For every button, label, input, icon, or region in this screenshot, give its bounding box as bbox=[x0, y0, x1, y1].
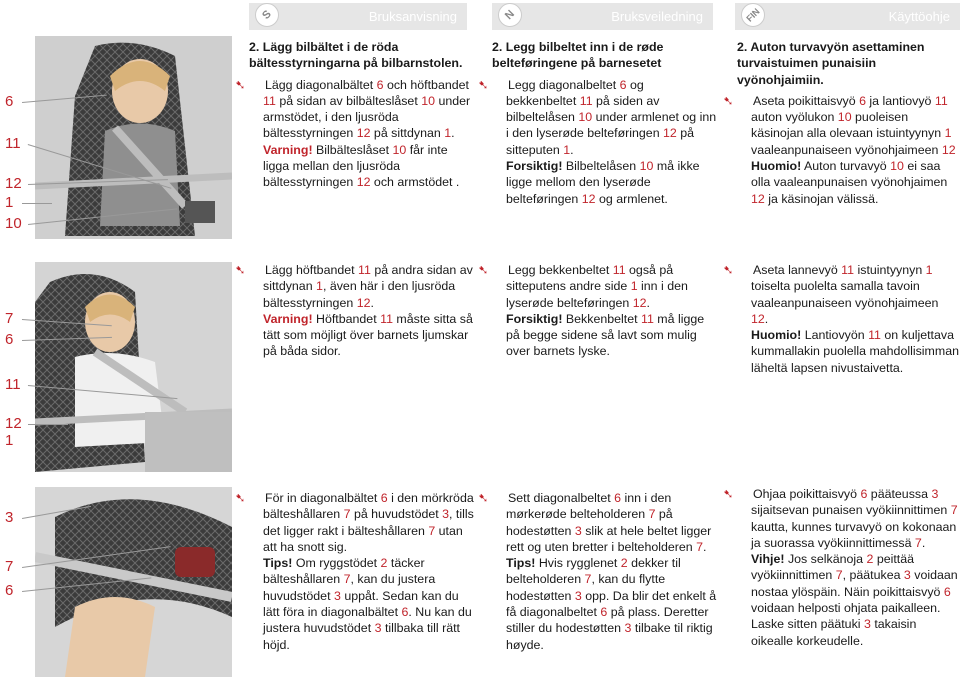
callout-number: 7 bbox=[5, 310, 14, 327]
tip-label: Tips! bbox=[263, 556, 293, 571]
header-fi bbox=[735, 3, 960, 30]
instruction-paragraph: ➷ Lägg höftbandet 11 på andra sidan av sittdynan 1, även här i den ljusröda bältesstyrningen 12. Varning! Höftbandet 11 måste sitta så tätt som möjligt över barnets ljumskar på båda sidor. bbox=[235, 263, 473, 359]
callout-number: 11 bbox=[5, 135, 21, 152]
leader-line bbox=[22, 203, 52, 204]
callout-number: 12 bbox=[5, 415, 22, 432]
callout-number: 3 bbox=[5, 509, 14, 526]
text-fi-row1 bbox=[723, 39, 959, 207]
callout-number: 10 bbox=[5, 215, 22, 232]
arrow-icon: ➷ bbox=[723, 93, 734, 108]
arrow-icon: ➷ bbox=[723, 263, 734, 277]
lang-badge-no: N bbox=[493, 0, 527, 32]
arrow-icon: ➷ bbox=[478, 77, 489, 92]
header-sv bbox=[249, 3, 467, 30]
section-heading: 2. Auton turvavyön asettaminen turvaistuimen punaisiin vyönohjaimiin. bbox=[737, 40, 925, 87]
section-heading: 2. Legg bilbeltet inn i de røde belteføringene på barnesetet bbox=[492, 40, 664, 71]
arrow-icon: ➷ bbox=[235, 491, 246, 505]
callout-number: 6 bbox=[5, 331, 14, 348]
photo-child-seat-2 bbox=[35, 262, 232, 472]
text-no-row2 bbox=[478, 262, 717, 360]
instruction-paragraph: ➷ Ohjaa poikittaisvyö 6 pääteussa 3 sijaitsevan punaisen vyökiinnittimen 7 kautta, kunnes turvavyö on kokonaan ja suorassa vyökiinnittimessä 7. Vihje! Jos selkänoja 2 peittää vyökiinnittimen 7, päätukea 3 voidaan nostaa ylöspäin. Näin poikittaisvyö 6 voidaan helposti ohjata paikalleen. Laske sitten päätuki 3 takaisin oikealle korkeudelle. bbox=[723, 487, 958, 648]
text-sv-row2 bbox=[235, 262, 474, 360]
header-title-sv: Bruksanvisning bbox=[368, 9, 457, 24]
instruction-paragraph: ➷ Lägg diagonalbältet 6 och höftbandet 11 på sidan av bilbälteslåset 10 under armstödet, i den ljusröda bältesstyrningen 12 på sittdynan 1. Varning! Bilbälteslåset 10 får inte ligga mellan den ljusröda bältesstyrningen 12 och armstödet . bbox=[235, 77, 471, 190]
text-sv-row3 bbox=[235, 490, 474, 653]
photo-child-seat-1 bbox=[35, 36, 232, 239]
leader-line bbox=[28, 424, 68, 425]
instruction-paragraph: ➷ Aseta poikittaisvyö 6 ja lantiovyö 11 auton vyölukon 10 puoleisen käsinojan alla olevaan istuintyynyn 1 vaaleanpunaiseen vyönohjaimeen 12 Huomio! Auton turvavyö 10 ei saa olla vaaleanpunaisen vyönohjaimen 12 ja käsinojan välissä. bbox=[723, 93, 956, 206]
tip-label: Tips! bbox=[506, 556, 536, 571]
instruction-paragraph: ➷ För in diagonalbältet 6 i den mörkröda bälteshållaren 7 på huvudstödet 3, tills det ligger rakt i bälteshållaren 7 utan att ha snott sig. Tips! Om ryggstödet 2 täcker bälteshållaren 7, kan du justera huvudstödet 3 uppåt. Sedan kan du lätt föra in diagonalbältet 6. Nu kan du justera huvudstödet 3 tillbaka till rätt höjd. bbox=[235, 491, 474, 652]
callout-number: 1 bbox=[5, 194, 14, 211]
text-no-row3 bbox=[478, 490, 717, 653]
callout-number: 1 bbox=[5, 432, 14, 449]
header-no bbox=[492, 3, 713, 30]
text-no-row1 bbox=[478, 39, 717, 207]
instruction-paragraph: ➷ Legg diagonalbeltet 6 og bekkenbeltet 11 på siden av bilbeltelåsen 10 under armlenet og inn i den lyserøde belteføringen 12 på sitteputen 1. Forsiktig! Bilbeltelåsen 10 må ikke ligge mellom den lyserøde belteføringen 12 og armlenet. bbox=[478, 77, 717, 206]
arrow-icon: ➷ bbox=[235, 77, 246, 92]
instruction-paragraph: ➷ Sett diagonalbeltet 6 inn i den mørkerøde belteholderen 7 på hodestøtten 3 slik at hele beltet ligger rett og uten bretter i belteholderen 7. Tips! Hvis rygglenet 2 dekker til belteholderen 7, kan du flytte hodestøtten 3 opp. Da blir det enkelt å få diagonalbeltet 6 på plass. Deretter stiller du hodestøtten 3 tilbake til riktig høyde. bbox=[478, 491, 717, 652]
arrow-icon: ➷ bbox=[723, 487, 734, 501]
lang-badge-sv: S bbox=[250, 0, 284, 32]
callout-number: 6 bbox=[5, 93, 14, 110]
callout-number: 7 bbox=[5, 558, 14, 575]
header-title-no: Bruksveiledning bbox=[611, 9, 703, 24]
text-sv-row1 bbox=[235, 39, 474, 191]
photo-child-seat-3 bbox=[35, 487, 232, 677]
text-fi-row2 bbox=[723, 262, 959, 376]
callout-number: 11 bbox=[5, 376, 21, 393]
warning-label: Forsiktig! bbox=[506, 159, 563, 174]
tip-label: Vihje! bbox=[751, 552, 785, 567]
instruction-paragraph: ➷ Legg bekkenbeltet 11 også på sitteputens andre side 1 inn i den lyserøde belteføringen 12. Forsiktig! Bekkenbeltet 11 må ligge på begge sidene så lavt som mulig over barnets lyske. bbox=[478, 263, 705, 359]
text-fi-row3 bbox=[723, 486, 959, 649]
warning-label: Forsiktig! bbox=[506, 311, 563, 326]
warning-label: Varning! bbox=[263, 142, 313, 157]
header-title-fi: Käyttöohje bbox=[888, 9, 950, 24]
arrow-icon: ➷ bbox=[235, 263, 246, 277]
arrow-icon: ➷ bbox=[478, 491, 489, 505]
callout-number: 6 bbox=[5, 582, 14, 599]
arrow-icon: ➷ bbox=[478, 263, 489, 277]
lang-badge-fi: FIN bbox=[736, 0, 770, 32]
callout-number: 12 bbox=[5, 175, 22, 192]
instruction-paragraph: ➷ Aseta lannevyö 11 istuintyynyn 1 toiselta puolelta samalla tavoin vaaleanpunaiseen vyönohjaimeen 12. Huomio! Lantiovyön 11 on kuljettava kummallakin puolella mahdollisimman läheltä lapsen nivustaivetta. bbox=[723, 263, 959, 375]
warning-label: Varning! bbox=[263, 311, 313, 326]
warning-label: Huomio! bbox=[751, 328, 802, 343]
section-heading: 2. Lägg bilbältet i de röda bältesstyrningarna på bilbarnstolen. bbox=[249, 40, 463, 71]
warning-label: Huomio! bbox=[751, 159, 802, 174]
